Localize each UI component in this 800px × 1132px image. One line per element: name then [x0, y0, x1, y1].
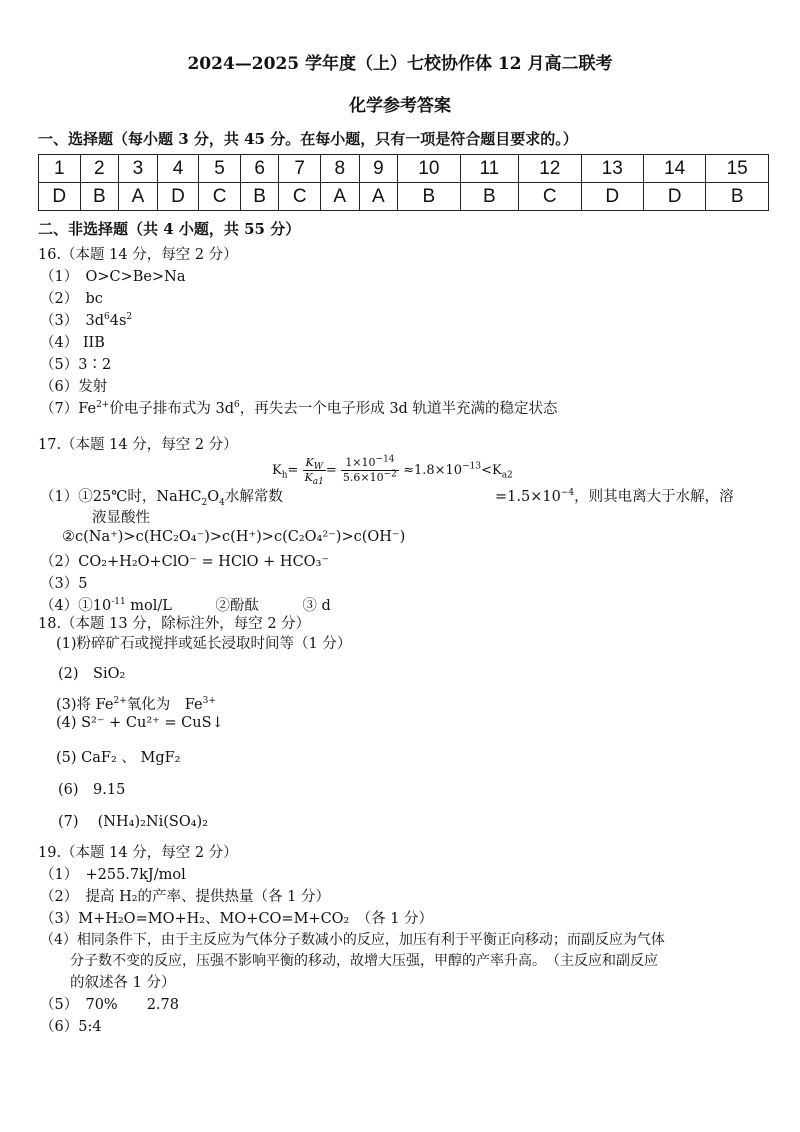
kw-over-ka1-fraction: $\frac{K_W}{K_{a1}}$ — [304, 456, 324, 488]
section1-heading: 一、选择题（每小题 3 分，共 45 分。在每小题，只有一项是符合题目要求的。） — [38, 130, 578, 148]
q19-answer-4-line2: 分子数不变的反应，压强不影响平衡的移动，故增大压强，甲醇的产率升高。 （主反应和副反应 — [70, 953, 658, 969]
q16-a3-sup2: 2 — [126, 312, 133, 323]
q16-answer-2: （2） bc — [40, 291, 103, 307]
question-number: 15 — [706, 155, 769, 183]
q19-answer-3: （3）M+H₂O=MO+H₂、MO+CO=M+CO₂ （各 1 分） — [40, 911, 434, 927]
answer-letter: D — [643, 183, 705, 211]
kh-symbol: $K_h$ — [272, 463, 288, 481]
answer-letter: D — [157, 183, 199, 211]
q18-answer-7: (7) (NH₄)₂Ni(SO₄)₂ — [58, 814, 209, 830]
q19-answer-2: （2） 提高 H₂的产率、提供热量（各 1 分） — [40, 889, 330, 905]
question-number: 3 — [119, 155, 158, 183]
question-number: 14 — [643, 155, 705, 183]
question-number: 10 — [398, 155, 460, 183]
page-title: 2024—2025 学年度（上）七校协作体 12 月高二联考 — [187, 54, 613, 74]
q16-header: 16.（本题 14 分，每空 2 分） — [38, 247, 238, 263]
question-number: 9 — [359, 155, 398, 183]
section2-heading: 二、非选择题（共 4 小题，共 55 分） — [38, 220, 301, 238]
question-number: 11 — [460, 155, 518, 183]
question-number: 8 — [320, 155, 359, 183]
q19-header: 19.（本题 14 分，每空 2 分） — [38, 845, 238, 861]
question-number: 12 — [519, 155, 581, 183]
q17-answer-1: （1）①25℃时，$NaHC_2O_4$水解常数 — [40, 489, 283, 508]
q18-answer-1: (1)粉碎矿石或搅拌或延长浸取时间等（1 分） — [56, 636, 352, 652]
q16-a7-sup2: 6 — [233, 400, 240, 411]
question-number: 2 — [80, 155, 119, 183]
q18-answer-5: (5) CaF₂ 、 MgF₂ — [56, 750, 181, 766]
question-number: 1 — [39, 155, 81, 183]
question-number: 13 — [581, 155, 643, 183]
answer-table — [38, 154, 769, 211]
answer-letter: C — [519, 183, 581, 211]
q19-answer-5: （5） 70% 2.78 — [40, 997, 179, 1013]
answer-letter: B — [240, 183, 279, 211]
q16-a3-mid: 4s — [109, 313, 127, 329]
answer-letter: B — [460, 183, 518, 211]
q16-answer-7 — [40, 397, 557, 418]
q17-answer-1-line2: 液显酸性 — [92, 510, 150, 526]
q16-a7-prefix: （7）Fe — [40, 401, 97, 417]
answer-table-answer-row — [39, 183, 769, 211]
q18-answer-3: (3)将 $Fe^{2+}$氧化为 $Fe^{3+}$ — [56, 696, 216, 713]
answer-letter: C — [279, 183, 321, 211]
q16-a7-mid: 价电子排布式为 3d — [109, 401, 234, 417]
q18-answer-2: (2) SiO₂ — [58, 666, 126, 682]
answer-letter: C — [199, 183, 241, 211]
answer-letter: B — [706, 183, 769, 211]
numeric-fraction: $\frac{1\times 10^{-14}}{5.6\times 10^{-2}}$ — [342, 454, 397, 484]
q18-header: 18.（本题 13 分，除标注外，每空 2 分） — [38, 616, 311, 632]
q16-a3-prefix: （3） 3d — [40, 313, 104, 329]
q16-answer-3 — [40, 309, 132, 330]
answer-table-number-row — [39, 155, 769, 183]
answer-letter: D — [39, 183, 81, 211]
q17-kh-formula: $K_h=$ $\frac{K_W}{K_{a1}}$ = $\frac{1\times 10^{-14}}{5.6\times 10^{-2}}$ $\approx 1.8\times 10^{-13}<K_{a2}$ — [272, 454, 513, 488]
q16-answer-5: （5）3∶2 — [40, 357, 112, 373]
page-subtitle: 化学参考答案 — [349, 96, 451, 116]
q19-answer-1: （1） +255.7kJ/mol — [40, 867, 186, 883]
q17-answer-4: $(4)①10^{-11}$ mol/L ②酚酞 ③ d — [40, 597, 331, 614]
answer-letter: B — [398, 183, 460, 211]
q16-a3-sup1: 6 — [103, 312, 110, 323]
q18-answer-4: (4) S²⁻ + Cu²⁺ = CuS↓ — [56, 715, 224, 731]
q17-ka2-value: $=1.5\times 10^{-4}$，则其电离大于水解，溶 — [495, 488, 734, 505]
q17-answer-2: （2）CO₂+H₂O+ClO⁻ = HClO + HCO₃⁻ — [40, 554, 330, 570]
question-number: 5 — [199, 155, 241, 183]
q18-answer-6: (6) 9.15 — [58, 782, 126, 798]
question-number: 4 — [157, 155, 199, 183]
q19-answer-4-line3: 的叙述各 1 分） — [70, 975, 176, 991]
q16-answer-1: （1） O>C>Be>Na — [40, 269, 186, 285]
q19-answer-4-line1: （4）相同条件下，由于主反应为气体分子数减小的反应，加压有利于平衡正向移动；而副反应为气体 — [40, 932, 665, 948]
question-number: 6 — [240, 155, 279, 183]
q16-answer-6: （6）发射 — [40, 379, 108, 395]
question-number: 7 — [279, 155, 321, 183]
q16-answer-4: （4） IIB — [40, 335, 105, 351]
q17-answer-3: （3）5 — [40, 576, 88, 592]
answer-letter: D — [581, 183, 643, 211]
q16-a7-sup1: 2+ — [96, 400, 110, 411]
answer-letter: A — [119, 183, 158, 211]
answer-letter: A — [320, 183, 359, 211]
q17-answer-1b: ②c(Na⁺)>c(HC₂O₄⁻)>c(H⁺)>c(C₂O₄²⁻)>c(OH⁻) — [62, 529, 406, 545]
q17-header: 17.（本题 14 分，每空 2 分） — [38, 437, 238, 453]
answer-letter: B — [80, 183, 119, 211]
q19-answer-6: （6）5:4 — [40, 1019, 102, 1035]
kh-approx-value: $\approx 1.8\times 10^{-13}<K_{a2}$ — [403, 461, 513, 481]
answer-letter: A — [359, 183, 398, 211]
q16-a7-rest: ，再失去一个电子形成 3d 轨道半充满的稳定状态 — [239, 401, 558, 417]
